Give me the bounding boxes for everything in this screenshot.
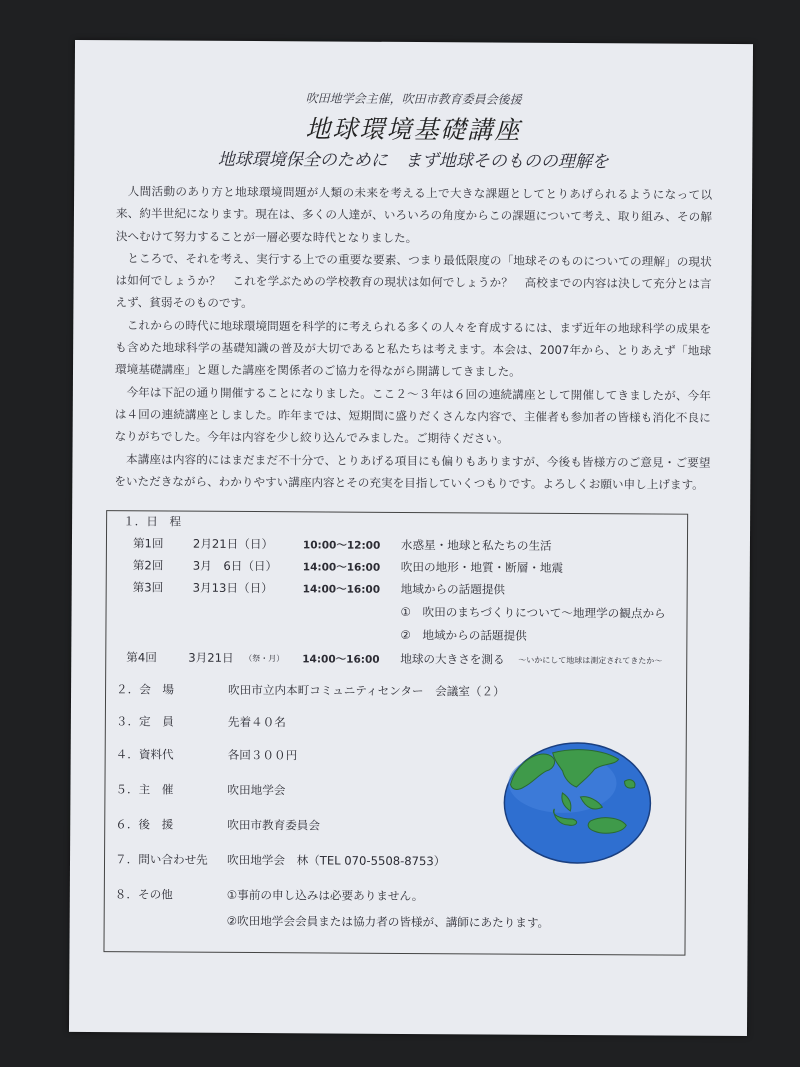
session-date-note: （祭・月） — [244, 653, 285, 664]
details-box — [103, 510, 688, 956]
paragraph: これからの時代に地球環境問題を科学的に考えられる多くの人々を育成するには、まず近年の地球科学の成果をも含めた地球科学の基礎知識の普及が大切であると私たちは考えます。本会は、2007年から、とりあえず「地球環境基礎講座」と題した講座を関係者のご協力を得ながら開講してきました。 — [114, 318, 712, 380]
info-value: 吹田市立内本町コミュニティセンター 会議室（２） — [228, 682, 505, 699]
session-date: 2月21日（日） — [192, 536, 274, 552]
page-subtitle: 地球環境保全のために まず地球そのものの理解を — [217, 149, 609, 173]
info-label: ５．主 催 — [115, 782, 174, 797]
info-value: 先着４０名 — [227, 714, 286, 730]
session-time: 14:00～16:00 — [302, 653, 380, 666]
paragraph: 人間活動のあり方と地球環境問題が人類の未来を考える上で大きな課題としてとりあげられるようになって以来、約半世紀になります。現在は、多くの人達が、いろいろの角度からこの課題について考え、取り組み、その解決へむけて努力することが一層必要な時代となりました。 — [115, 184, 713, 245]
session-time: 10:00～12:00 — [302, 539, 381, 552]
session-topic: 地球の大きさを測る — [400, 651, 505, 667]
info-label: ６．後 援 — [115, 817, 174, 832]
flyer-paper — [69, 40, 753, 1036]
sponsor-line: 吹田地学会主催，吹田市教育委員会後援 — [305, 91, 522, 107]
info-value: 吹田地学会 — [227, 782, 286, 798]
sub-item: ① 吹田のまちづくりについて～地理学の観点から — [400, 604, 666, 621]
page-title: 地球環境基礎講座 — [305, 114, 522, 145]
info-label: ３．定 員 — [115, 714, 174, 729]
session-topic: 水惑星・地球と私たちの生活 — [400, 537, 552, 553]
session-time: 14:00～16:00 — [302, 561, 381, 574]
session-number: 第1回 — [132, 536, 164, 551]
session-number: 第3回 — [132, 580, 164, 595]
session-number: 第2回 — [132, 558, 164, 573]
info-label: ８．その他 — [114, 887, 173, 902]
sub-item: ② 地域からの話題提供 — [400, 627, 527, 643]
paragraph: 今年は下記の通り開催することになりました。ここ２～３年は６回の連続講座として開催してきましたが、今年は４回の連続講座としました。昨年までは、短期間に盛りだくさんな内容で、主催者も参加者の皆様も消化不良になりがちでした。今年は内容を少し絞り込んでみました。ご期待ください。 — [114, 384, 711, 446]
info-label: ７．問い合わせ先 — [114, 852, 208, 867]
session-date: 3月13日（日） — [192, 580, 273, 596]
session-date: 3月 6日（日） — [192, 558, 278, 574]
session-date: 3月21日 — [188, 650, 234, 665]
info-value: 各回３００円 — [227, 747, 298, 763]
session-topic: 吹田の地形・地質・断層・地震 — [400, 559, 564, 575]
info-value: 吹田市教育委員会 — [227, 817, 321, 833]
intro-text — [114, 180, 712, 496]
session-topic: 地域からの話題提供 — [400, 581, 506, 597]
session-number: 第4回 — [126, 650, 157, 665]
schedule-heading: １．日 程 — [123, 514, 182, 529]
info-value: 吹田地学会 林（TEL 070-5508-8753） — [226, 852, 446, 869]
globe-icon — [502, 741, 653, 866]
info-label: ４．資料代 — [115, 747, 174, 762]
info-value: ①事前の申し込みは必要ありません。 — [226, 887, 424, 904]
paragraph: 本講座は内容的にはまだまだ不十分で、とりあげる項目にも偏りもありますが、今後も皆様方のご意見・ご要望をいただきながら、わかりやすい講座内容とその充実を目指していくつもりです。よろしくお願い申し上げます。 — [114, 451, 711, 492]
session-topic-note: ～いかにして地球は測定されてきたか～ — [518, 655, 663, 666]
paragraph: ところで、それを考え、実行する上での重要な要素、つまり最低限度の「地球そのものについての理解」の現状は如何でしょうか？ これを学ぶための学校教育の現状は如何でしょうか？ 高校までの内容は決して充分とは言えず、貧弱そのものです。 — [115, 251, 712, 311]
other-note: ②吹田地学会会員または協力者の皆様が、講師にあたります。 — [226, 913, 550, 930]
info-label: ２．会 場 — [116, 682, 175, 697]
session-time: 14:00～16:00 — [302, 583, 381, 596]
